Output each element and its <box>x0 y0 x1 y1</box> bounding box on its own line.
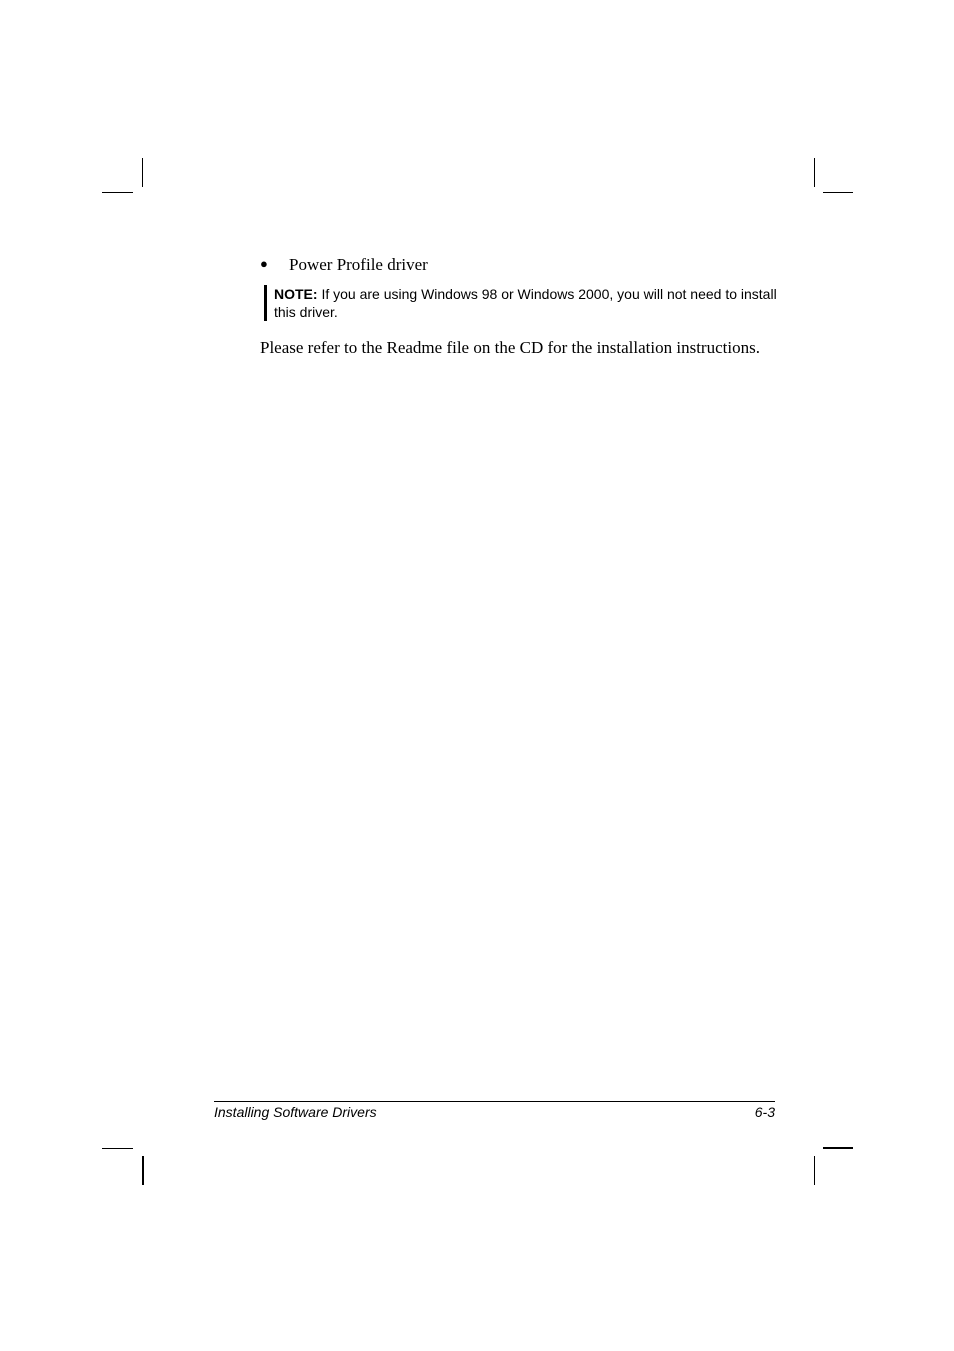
footer-rule <box>214 1101 775 1102</box>
note-label: NOTE: <box>274 286 318 302</box>
crop-mark-top-left-h <box>102 192 133 193</box>
note-box <box>264 285 794 321</box>
list-item-text: Power Profile driver <box>289 255 428 274</box>
footer-section-title: Installing Software Drivers <box>214 1104 377 1120</box>
crop-mark-top-right-h <box>823 192 853 193</box>
footer-page-number: 6-3 <box>754 1104 775 1120</box>
crop-mark-bottom-left-h <box>102 1148 133 1149</box>
crop-mark-top-left-v <box>142 158 143 187</box>
body-paragraph: Please refer to the Readme file on the CD for the installation instructions. <box>260 338 760 357</box>
crop-mark-top-right-v <box>814 158 815 187</box>
bullet-icon: ● <box>260 256 268 271</box>
crop-mark-bottom-right-v <box>814 1156 815 1185</box>
crop-mark-bottom-right-h <box>823 1147 853 1149</box>
bullet-list-item <box>260 255 428 275</box>
crop-mark-bottom-left-v <box>142 1156 144 1185</box>
note-text: If you are using Windows 98 or Windows 2000, you will not need to install this driver. <box>274 286 777 320</box>
